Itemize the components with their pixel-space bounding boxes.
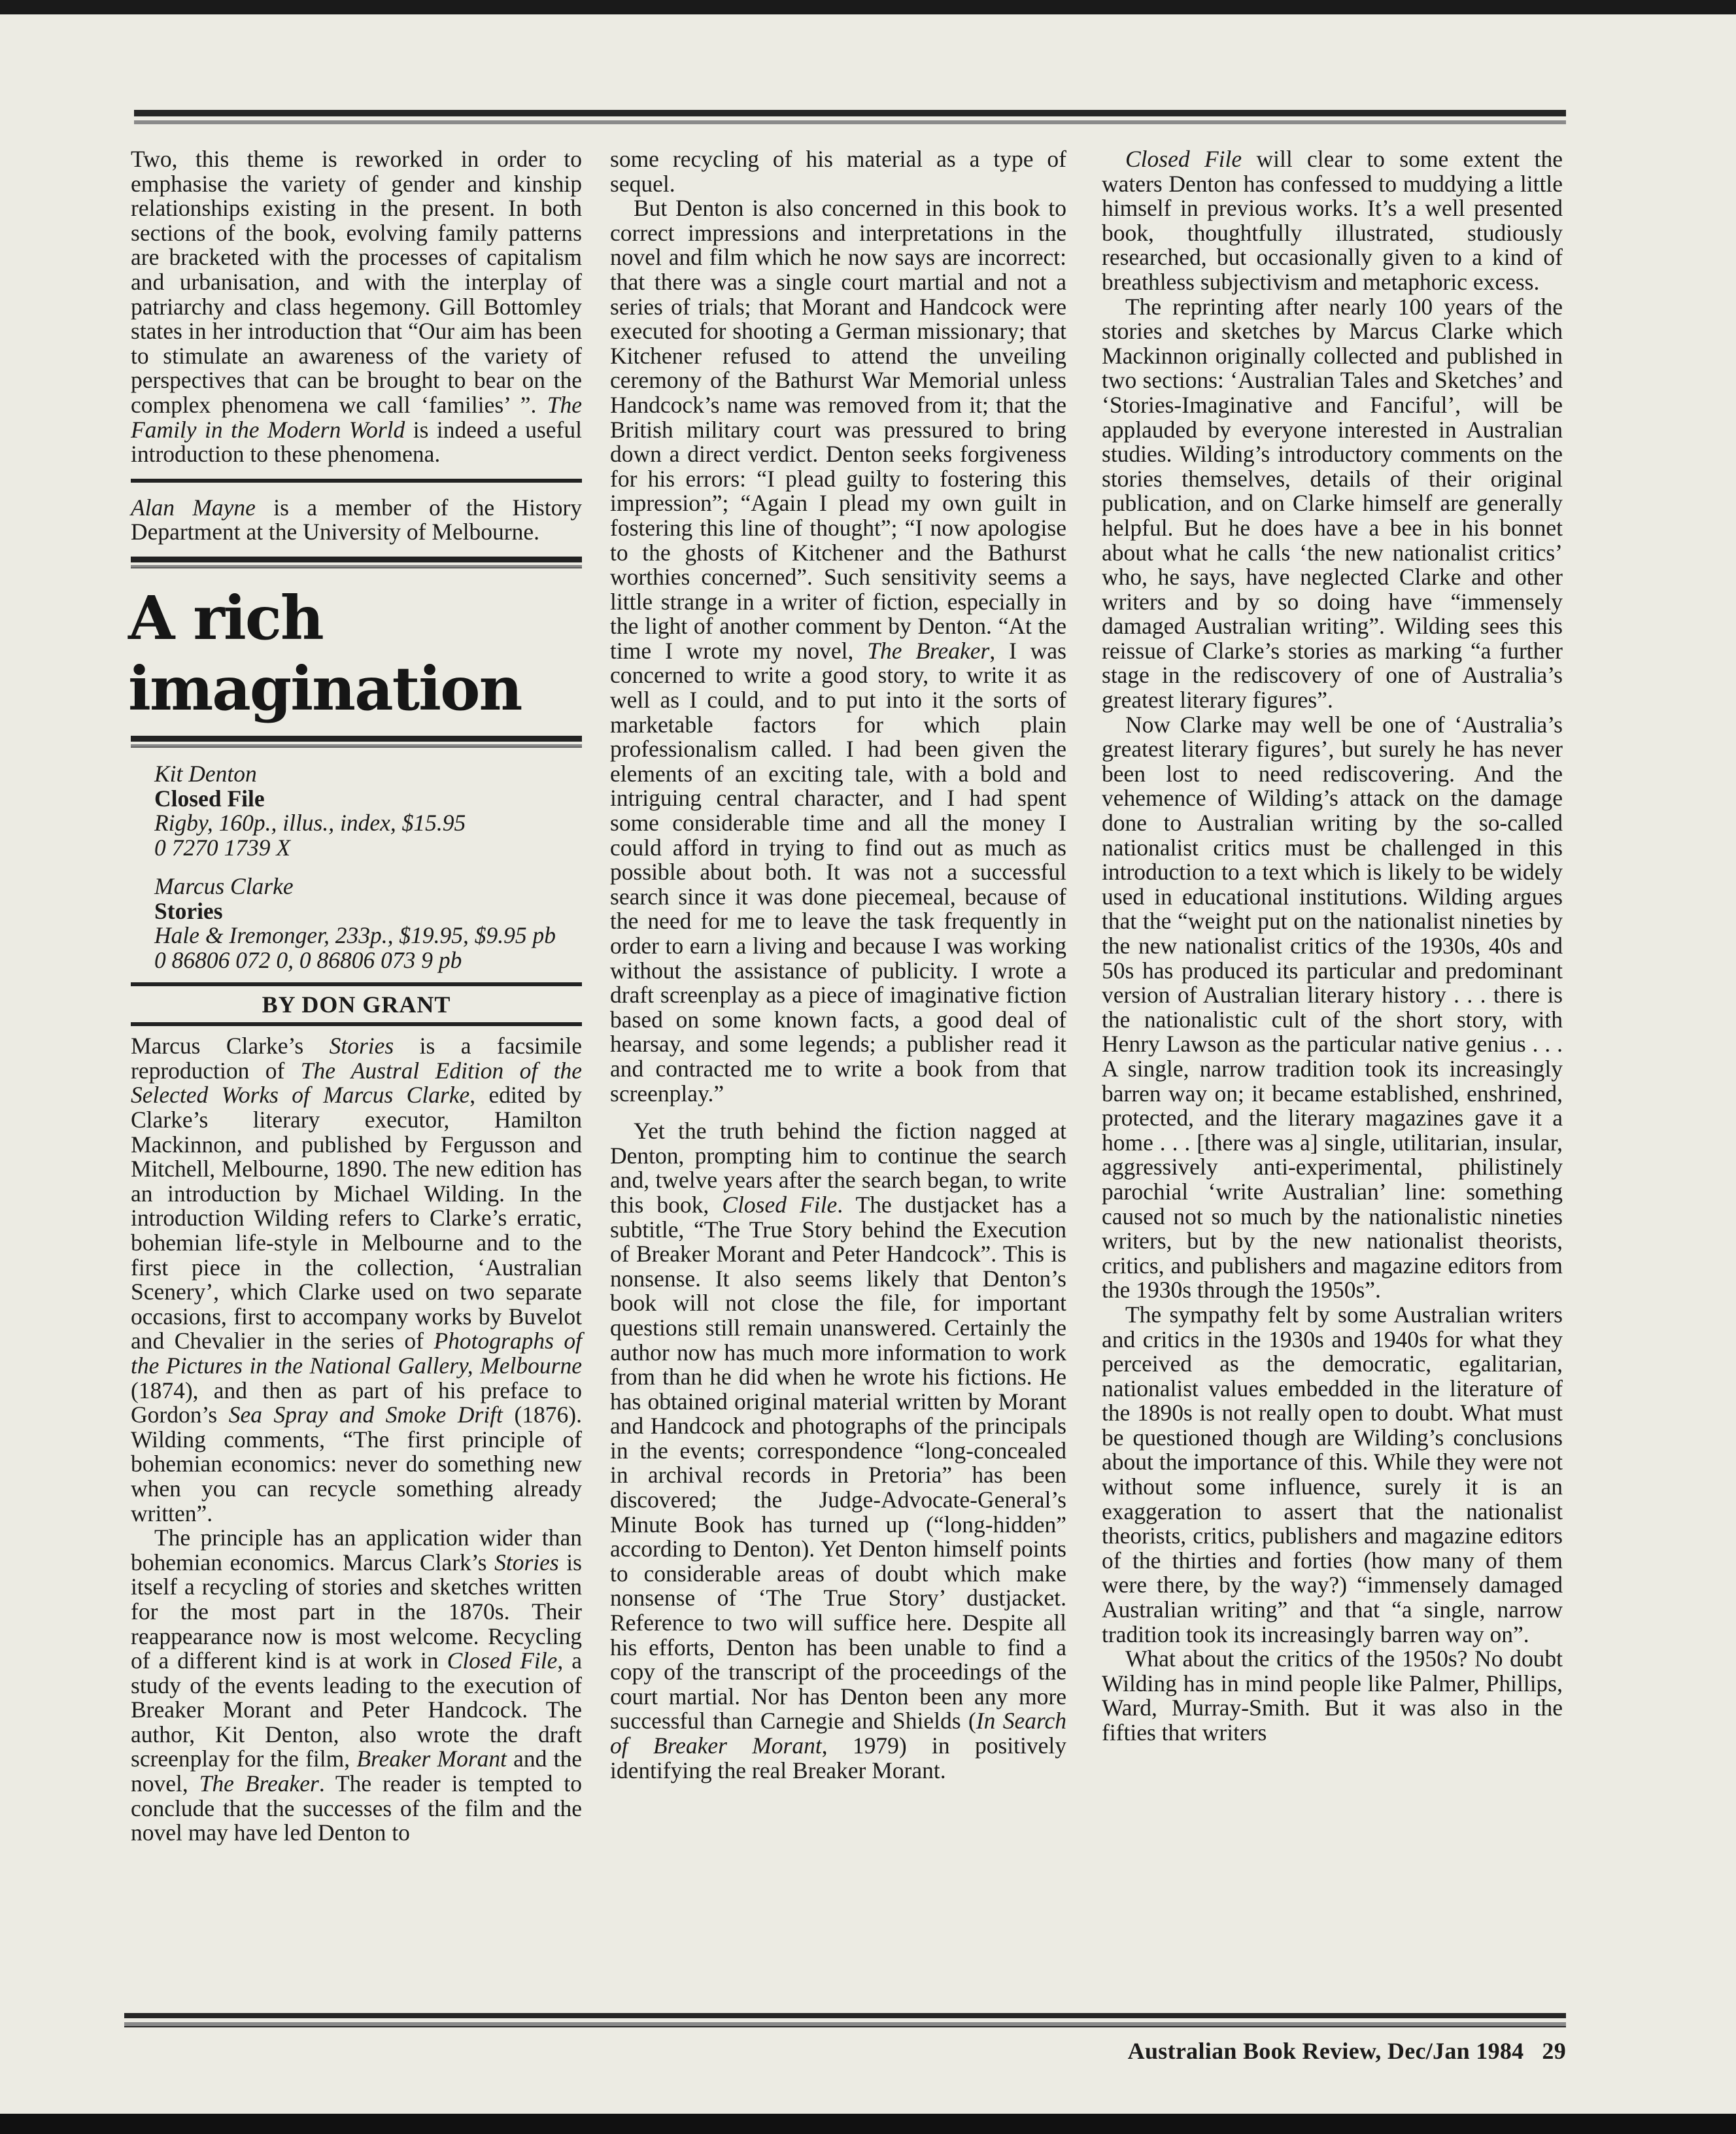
article-headline	[128, 583, 582, 724]
reviewer-name: Alan Mayne	[131, 494, 256, 521]
column-2	[610, 147, 1066, 1783]
headline-rule-bottom	[131, 736, 582, 748]
column-1	[128, 146, 583, 1846]
top-rule	[134, 110, 1566, 124]
byline: BY DON GRANT	[262, 991, 451, 1018]
book1-author: Kit Denton	[154, 760, 257, 787]
book2-details: Hale & Iremonger, 233p., $19.95, $9.95 pb	[154, 922, 556, 949]
body-paragraph: Marcus Clarke’s Stories is a facsimile reproduction of The Austral Edition of the Selected Works of Marcus Clarke, edited by Clarke’s literary executor, Hamilton Mackinnon, and published by Fergusson and Mitchell, Melbourne, 1890. The new edition has an introduction by Michael Wilding. In the introduction Wilding refers to Clarke’s erratic, bohemian life-style in Melbourne and to the first piece in the collection, ‘Australian Scenery’, which Clarke used on two separate occasions, first to accompany works by Buvelot and Chevalier in the series of Photographs of the Pictures in the National Gallery, Melbourne (1874), and then as part of his preface to Gordon’s Sea Spray and Smoke Drift (1876). Wilding comments, “The first principle of bohemian economics: never do something new when you can recycle something already written”.	[131, 1033, 582, 1526]
body-paragraph: What about the critics of the 1950s? No doubt Wilding has in mind people like Palmer, Phillips, Ward, Murray-Smith. But it was also in the fifties that writers	[1102, 1645, 1563, 1746]
headline-rule-top	[131, 557, 582, 568]
body-paragraph: The principle has an application wider than bohemian economics. Marcus Clark’s Stories is itself a recycling of stories and sketches written for the most part in the 1870s. Their reappearance now is most welcome. Recycling of a different kind is at work in Closed File, a study of the events leading to the execution of Breaker Morant and Peter Handcock. The author, Kit Denton, also wrote the draft screenplay for the film, Breaker Morant and the novel, The Breaker. The reader is tempted to conclude that the successes of the film and the novel may have led Denton to	[131, 1524, 583, 1846]
body-paragraph: some recycling of his material as a type of sequel.	[610, 146, 1066, 197]
intro-paragraph: Two, this theme is reworked in order to emphasise the variety of gender and kinship relationships existing in the present. In both sections of the book, evolving family patterns are bracketed with the processes of capitalism and urbanisation, and with the interplay of patriarchy and class hegemony. Gill Bottomley states in her introduction that “Our aim has been to stimulate an awareness of the variety of perspectives that can be brought to bear on the complex phenomena we call ‘families’ ”. The Family in the Modern World is indeed a useful introduction to these phenomena.	[131, 146, 582, 468]
byline-rule-bottom	[131, 1022, 582, 1026]
page-footer	[1059, 2037, 1566, 2065]
byline-rule-top	[131, 982, 582, 986]
scan-bottom-border	[0, 2114, 1736, 2134]
book1-title: Closed File	[154, 785, 265, 812]
headline-line-2: imagination	[128, 653, 522, 724]
body-paragraph: But Denton is also concerned in this book to correct impressions and interpretations in the novel and film which he now says are incorrect: that there was a single court martial and not a series of trials; that Morant and Handcock were executed for shooting a German missionary; that Kitchener refused to attend the unveiling ceremony of the Bathurst War Memorial unless Handcock’s name was removed from it; that the British military court was pressured to bring down a direct verdict. Denton seeks forgiveness for his errors: “I plead guilty to fostering this impression”; “Again I plead my own guilt in fostering this line of thought”; “I now apologise to the ghosts of Kitchener and the Bathurst worthies concerned”. Such sensitivity seems a little strange in a writer of fiction, especially in the light of another comment by Denton. “At the time I wrote my novel, The Breaker, I was concerned to write a good story, to write it as well as I could, and to put into it the sorts of marketable factors for which plain professionalism called. I had been given the elements of an exciting tale, with a bold and intriguing central character, and I had spent some considerable time and all the money I could afford in trying to find out as much as possible about both. It was not a successful search since it was done piecemeal, because of the need for me to leave the task frequently in order to earn a living and because I was working without the assistance of publicity. I wrote a draft screenplay as a piece of imaginative fiction based on some known facts, a good deal of hearsay, and some legends; a publisher read it and contracted me to write a book from that screenplay.”	[610, 195, 1066, 1107]
body-paragraph: Yet the truth behind the fiction nagged at Denton, prompting him to continue the search and, twelve years after the search began, to write this book, Closed File. The dustjacket has a subtitle, “The True Story behind the Execution of Breaker Morant and Peter Handcock”. This is nonsense. It also seems likely that Denton’s book will not close the file, for important questions still remain unanswered. Certainly the author now has much more information to work from than he did when he wrote his fictions. He has obtained original material written by Morant and Handcock and photographs of the principals in the events; correspondence “long-concealed in archival records in Pretoria” has been discovered; the Judge-Advocate-General’s Minute Book has turned up (“long-hidden” according to Denton). Yet Denton himself points to considerable areas of doubt which make nonsense of ‘The True Story’ dustjacket. Reference to two will suffice here. Despite all his efforts, Denton has been unable to find a copy of the transcript of the proceedings of the court martial. Nor has Denton been any more successful than Carnegie and Shields (In Search of Breaker Morant, 1979) in positively identifying the real Breaker Morant.	[610, 1118, 1066, 1783]
book2-isbn: 0 86806 072 0, 0 86806 073 9 pb	[154, 947, 462, 974]
headline-line-1: A rich	[128, 582, 323, 653]
book-details-1	[131, 762, 582, 860]
publication-name: Australian Book Review, Dec/Jan 1984	[1127, 2038, 1524, 2064]
body-paragraph: Closed File will clear to some extent the waters Denton has confessed to muddying a little himself in previous works. It’s a well presented book, thoughtfully illustrated, studiously researched, but occasionally given to a kind of breathless subjectivism and metaphoric excess.	[1102, 146, 1563, 295]
book-title-italic: The Family in the Modern World	[131, 391, 582, 443]
body-paragraph: The sympathy felt by some Australian writers and critics in the 1930s and 1940s for what they perceived as the democratic, egalitarian, nationalist values embedded in the literature of the 1890s is not really open to doubt. What must be questioned though are Wilding’s conclusions about the importance of this. While they were not without some influence, surely it is an exaggeration to assert that the nationalist theorists, critics, publishers and magazine editors of the thirties and forties (how many of them were there, by the way?) “immensely damaged Australian writing” and that “a single, narrow tradition took its increasingly barren way on”.	[1102, 1301, 1563, 1647]
body-paragraph: The reprinting after nearly 100 years of the stories and sketches by Marcus Clarke which Mackinnon originally collected and published in two sections: ‘Australian Tales and Sketches’ and ‘Stories-Imaginative and Fanciful’, will be applauded by everyone interested in Australian studies. Wilding’s introductory comments on the stories themselves, details of their original publication, and on Clarke himself are generally helpful. But he does have a bee in his bonnet about what he calls ‘the new nationalist critics’ who, he says, have neglected Clarke and other writers and by so doing have “immensely damaged Australian writing”. Wilding sees this reissue of Clarke’s stories as marking “a further stage in the rediscovery of one of Australia’s greatest literary figures”.	[1102, 293, 1563, 714]
scan-top-border	[0, 0, 1736, 14]
bottom-rule	[124, 2013, 1566, 2027]
book1-isbn: 0 7270 1739 X	[154, 834, 291, 861]
section-divider	[131, 479, 582, 483]
book-details-2	[131, 874, 582, 972]
book2-author: Marcus Clarke	[154, 873, 294, 900]
book2-title: Stories	[154, 897, 223, 924]
column-3	[1102, 147, 1563, 1746]
book1-details: Rigby, 160p., illus., index, $15.95	[154, 810, 466, 836]
page-number: 29	[1542, 2038, 1566, 2064]
body-paragraph: Now Clarke may well be one of ‘Australia’s greatest literary figures’, but surely he has never been lost to need rediscovering. And the vehemence of Wilding’s attack on the damage done to Australian writing by the so-called nationalist critics must be challenged in this introduction to a text which is likely to be widely used in educational institutions. Wilding argues that the “weight put on the nationalist nineties by the new nationalist critics of the 1930s, 40s and 50s has produced its particular and predominant version of Australian literary history . . . there is the nationalistic cult of the short story, with Henry Lawson as the particular native genius . . . A single, narrow tradition took its increasingly barren way on; it became established, enshrined, protected, and the literary magazines gave it a home . . . [there was a] single, utilitarian, insular, aggressively anti-experimental, philistinely parochial ‘write Australian’ line: something caused not so much by the nationalistic nineties writers, but by the new nationalist theorists, critics, and publishers and magazine editors from the 1930s through the 1950s”.	[1102, 711, 1563, 1303]
reviewer-note: Alan Mayne is a member of the History Department at the University of Melbourne.	[131, 494, 583, 545]
